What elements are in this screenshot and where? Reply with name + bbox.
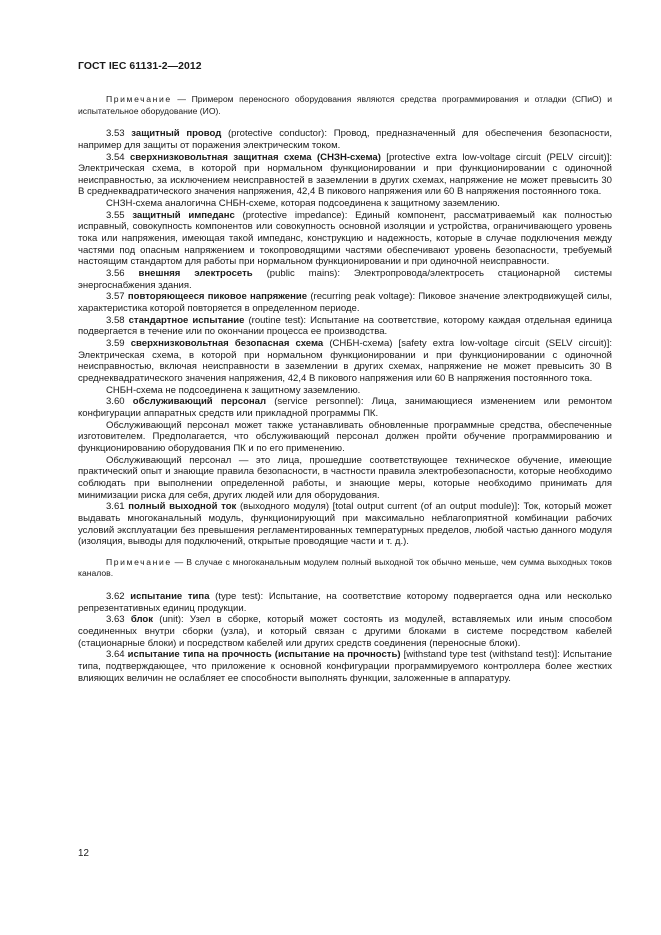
note-2-text: — В случае с многоканальным модулем полный выходной ток обычно меньше, чем сумма выходных токов каналов.: [78, 556, 612, 579]
definition-3-60: 3.60 обслуживающий персонал (service personnel): Лица, занимающиеся изменением или ремонтом конфигурации аппаратных средств или прикладной программы ПК.: [78, 396, 613, 419]
definitions-list-2: [78, 591, 612, 684]
definition-3-56: 3.56 внешняя электросеть (public mains): Электропровода/электросеть стационарной системы энергоснабжения здания.: [78, 268, 613, 291]
definition-3-55: 3.55 защитный импеданс (protective impedance): Единый компонент, рассматриваемый как полностью исправный, совокупность компонентов или совокупность основной изоляции и устройства, ограничивающего уровень тока или напряжения, имеющая такой импеданс, конструкцию и надежность, которые в случае подключения между частями под опасным напряжением и токопроводящими частями обеспечивают уровень безопасности, требуемый настоящим стандартом для работы при нормальном функционировании и при одиночной неисправности.: [78, 209, 612, 268]
note-1-text: — Примером переносного оборудования являются средства программирования и отладки (СПиО) и испытательное оборудование (ИО).: [78, 94, 612, 116]
note-2-lead: Примечание: [106, 556, 172, 567]
note-1: [78, 94, 612, 117]
page-body: [78, 94, 612, 684]
definition-3-60-paragraph-2: Обслуживающий персонал — это лица, прошедшие соответствующее техническое обучение, имеющие практический опыт и знающие правила безопасности, в частности правила электробезопасности, которые необходимо соблюдать при выполнении определенной работы, и знающие меры, которые необходимо принимать для минимизации риска для себя, других людей или для оборудования.: [78, 454, 612, 501]
definition-3-54: 3.54 сверхнизковольтная защитная схема (СНЗН-схема) [protective extra low-voltage circuit (PELV circuit)]: Электрическая схема, в которой при нормальном функционировании и при функционировании с одиночной неисправностью, за исключением неисправностей в заземлении в других схемах, напряжение не может превысить 30 В среднеквадратического значения напряжения, 42,4 В пикового напряжения или 60 В напряжения постоянного тока.: [78, 151, 613, 198]
definition-3-62: 3.62 испытание типа (type test): Испытание, на соответствие которому подвергается одна или несколько репрезентативных единиц продукции.: [78, 591, 612, 614]
note-1-lead: Примечание: [106, 94, 172, 104]
definitions-list-1: [78, 128, 612, 548]
definition-3-58: 3.58 стандартное испытание (routine test): Испытание на соответствие, которому каждая отдельная единица подвергается в течение или по окончании процесса ее производства.: [78, 314, 613, 338]
definition-3-61: 3.61 полный выходной ток (выходного модуля) [total output current (of an output module)]: Ток, который может выдавать многоканальный модуль, функционирующий при максимально неблагоприятной комбинации рабочих условий эксплуатации без превышения регламентированных температурных пределов, любой частью данного модуля (изоляция, выводы для подключений, открытые проводящие части и т. д.).: [78, 501, 613, 548]
definition-3-63: 3.63 блок (unit): Узел в сборке, который может состоять из модулей, вставляемых или иным способом соединенных внутри сборки (узла), и который связан с другими блоками в системе посредством кабелей (стационарные блоки) и посредством кабелей или других средств соединения (переносные блоки).: [78, 614, 613, 649]
definition-3-64: 3.64 испытание типа на прочность (испытание на прочность) [withstand type test (withstand test)]: Испытание типа, подтверждающее, что приложение к основной конфигурации программируемого контроллера более жестких влияющих величин не ослабляет ее способности выполнять функции, заложенные в аппаратуру.: [78, 649, 612, 684]
definition-3-53: 3.53 защитный провод (protective conductor): Провод, предназначенный для обеспечения безопасности, например для защиты от поражения электрическим током.: [78, 128, 612, 151]
definition-3-59-remark: СНБН-схема не подсоединена к защитному заземлению.: [106, 384, 361, 396]
page-number: 12: [78, 848, 89, 859]
definition-3-57: 3.57 повторяющееся пиковое напряжение (recurring peak voltage): Пиковое значение электродвижущей силы, характеристика которой повторяется в определенном периоде.: [78, 291, 613, 315]
document-header: ГОСТ IEC 61131-2—2012: [78, 61, 202, 72]
definition-3-59: 3.59 сверхнизковольтная безопасная схема (СНБН-схема) [safety extra low-voltage circuit (SELV circuit)]: Электрическая схема, в которой при нормальном функционировании и при функционировании с одиночной неисправностью, включая неисправности в заземлении в других схемах, напряжение не может превысить 30 В среднеквадратического значения напряжения, 42,4 В пикового напряжения или 60 В напряжения постоянного тока.: [78, 338, 613, 384]
definition-3-54-remark: СНЗН-схема аналогична СНБН-схеме, которая подсоединена к защитному заземлению.: [106, 198, 500, 210]
definition-3-60-paragraph-1: Обслуживающий персонал может также устанавливать обновленные программные средства, обеспеченные изготовителем. Предполагается, что обслуживающий персонал должен пройти обучение программированию и функционированию оборудования ПК и по его применению.: [78, 419, 612, 454]
note-2: [78, 557, 612, 580]
